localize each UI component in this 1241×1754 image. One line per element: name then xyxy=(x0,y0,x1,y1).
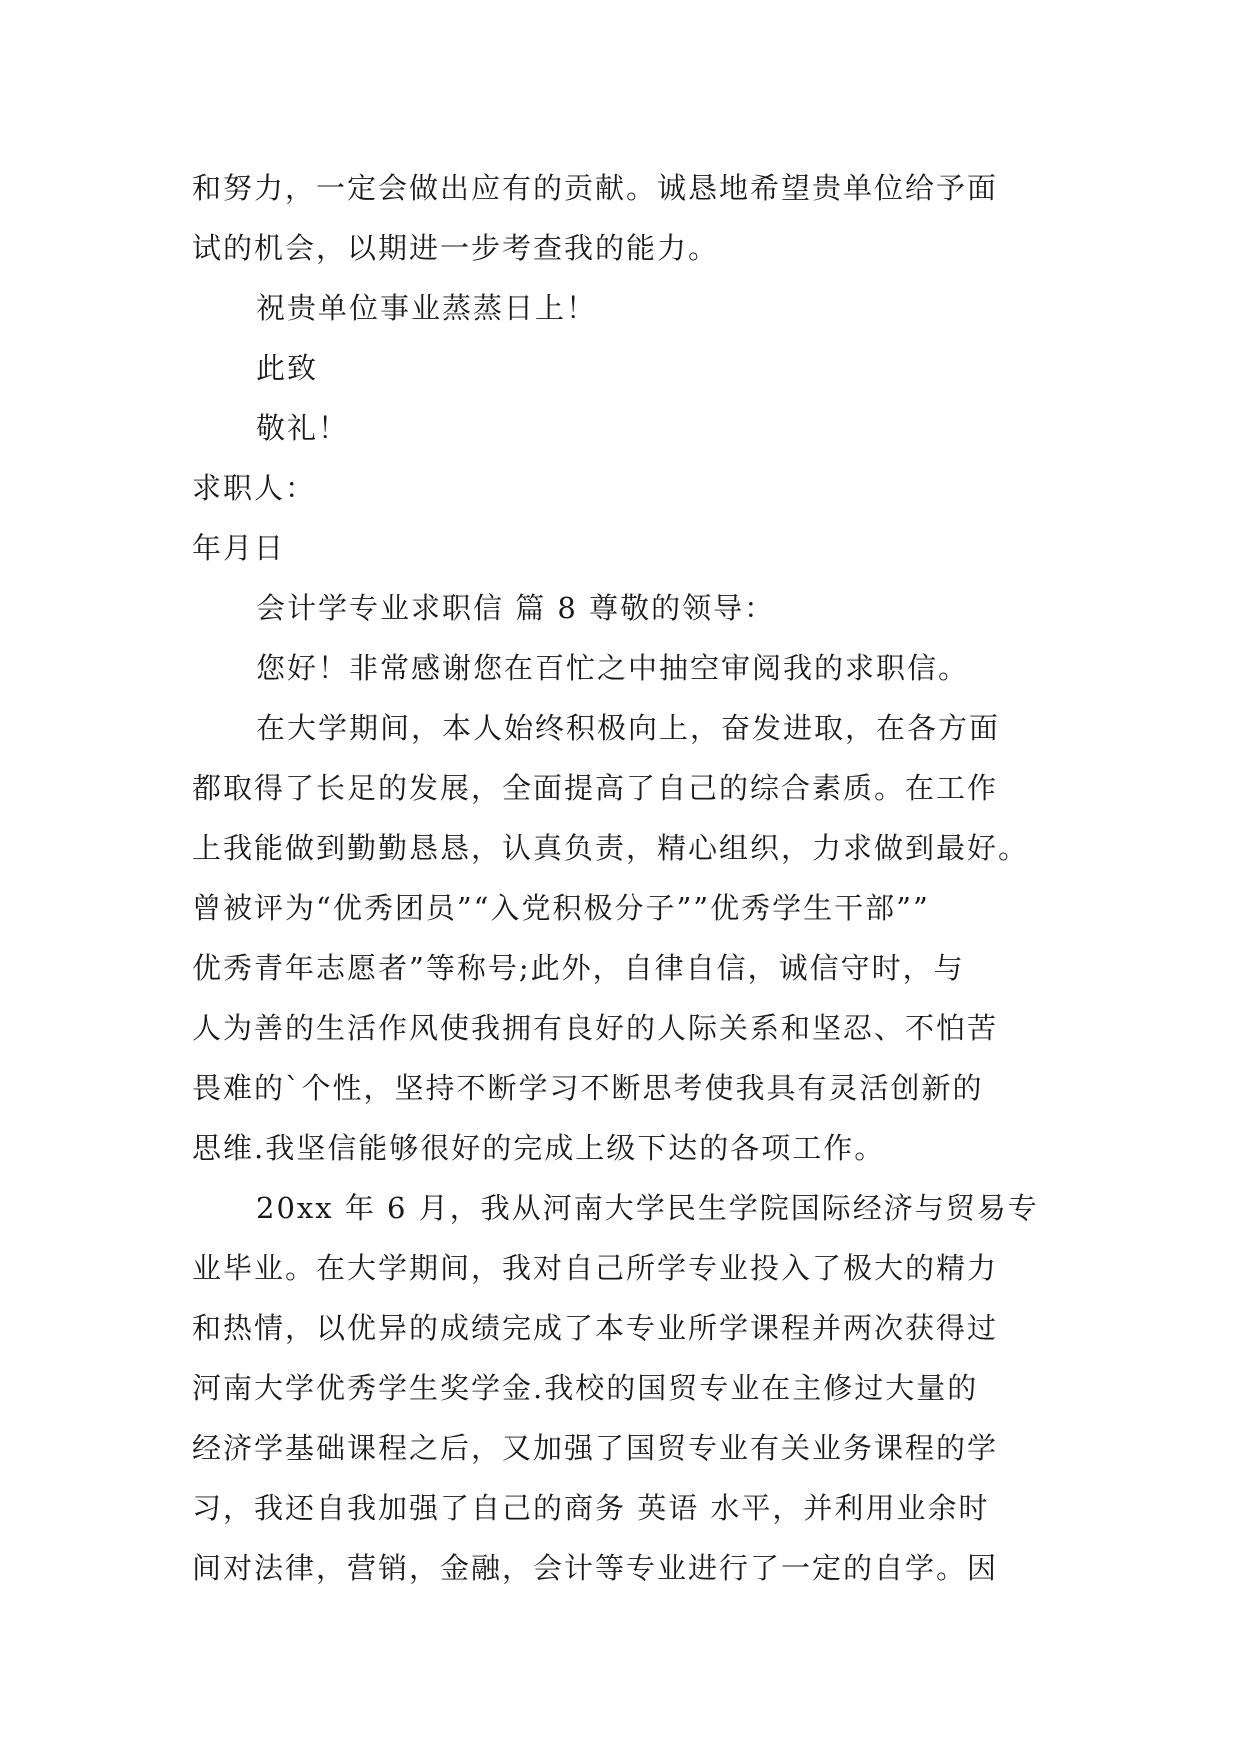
text-line: 和热情，以优异的成绩完成了本专业所学课程并两次获得过 xyxy=(192,1311,999,1345)
text-line: 畏难的`个性，坚持不断学习不断思考使我具有灵活创新的 xyxy=(192,1071,984,1105)
text-line: 上我能做到勤勤恳恳，认真负责，精心组织，力求做到最好。 xyxy=(192,831,1030,865)
text-line: 人为善的生活作风使我拥有良好的人际关系和坚忍、不怕苦 xyxy=(192,1011,999,1045)
text-line: 河南大学优秀学生奖学金.我校的国贸专业在主修过大量的 xyxy=(192,1371,979,1405)
text-line: 试的机会，以期进一步考查我的能力。 xyxy=(192,231,720,265)
text-line: 和努力，一定会做出应有的贡献。诚恳地希望贵单位给予面 xyxy=(192,171,999,205)
text-line: 优秀青年志愿者”等称号;此外，自律自信，诚信守时，与 xyxy=(192,951,965,985)
text-line: 敬礼！ xyxy=(256,411,350,445)
document-body xyxy=(192,158,1058,1598)
text-line: 祝贵单位事业蒸蒸日上！ xyxy=(256,291,598,325)
text-line: 20xx 年 6 月，我从河南大学民生学院国际经济与贸易专 xyxy=(256,1191,1039,1225)
text-line: 间对法律，营销，金融，会计等专业进行了一定的自学。因 xyxy=(192,1551,999,1585)
text-line: 习，我还自我加强了自己的商务 英语 水平，并利用业余时 xyxy=(192,1491,990,1525)
text-line: 曾被评为“优秀团员”“入党积极分子””优秀学生干部”” xyxy=(192,891,930,925)
date-label: 年月日 xyxy=(192,531,286,565)
text-line: 此致 xyxy=(256,351,319,385)
section-heading: 会计学专业求职信 篇 8 尊敬的领导： xyxy=(256,591,776,625)
text-line: 您好！非常感谢您在百忙之中抽空审阅我的求职信。 xyxy=(256,651,970,685)
text-line: 都取得了长足的发展，全面提高了自己的综合素质。在工作 xyxy=(192,771,999,805)
signature-label: 求职人： xyxy=(192,471,317,505)
text-line: 在大学期间，本人始终积极向上，奋发进取，在各方面 xyxy=(256,711,1001,745)
text-line: 经济学基础课程之后，又加强了国贸专业有关业务课程的学 xyxy=(192,1431,999,1465)
text-line: 思维.我坚信能够很好的完成上级下达的各项工作。 xyxy=(192,1131,886,1165)
text-line: 业毕业。在大学期间，我对自己所学专业投入了极大的精力 xyxy=(192,1251,999,1285)
